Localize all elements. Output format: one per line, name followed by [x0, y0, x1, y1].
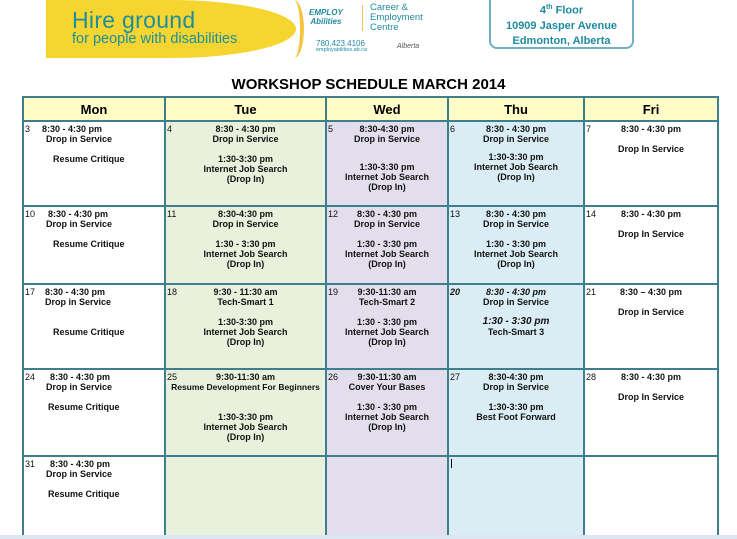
event-title: Cover Your Bases — [348, 382, 426, 392]
day-header-thu: Thu — [448, 97, 584, 121]
event-time: 8:30 - 4:30 pm — [620, 124, 682, 134]
event-time: 8:30-4:30 pm — [488, 372, 544, 382]
address-street: 10909 Jasper Avenue — [505, 19, 618, 32]
event-time: 8:30 - 4:30 pm — [356, 209, 418, 219]
date-number: 11 — [167, 209, 177, 219]
day-cell[interactable] — [584, 121, 718, 206]
event-title: Internet Job Search — [203, 164, 288, 174]
event-time: 1:30-3:30 pm — [217, 317, 274, 327]
floor-number: 4 — [539, 4, 546, 17]
centre-line-3: Centre — [370, 22, 399, 33]
calendar-table — [22, 96, 719, 537]
date-number: 6 — [450, 124, 456, 134]
day-cell[interactable] — [326, 206, 448, 284]
event-title: Internet Job Search — [473, 162, 559, 172]
event-title: Drop in Service — [617, 307, 685, 317]
date-number: 18 — [167, 287, 178, 297]
event-title: Drop in Service — [212, 219, 279, 229]
floor-label: Floor — [555, 4, 584, 17]
event-title: Drop in Service — [353, 134, 421, 144]
calendar-week-row — [23, 206, 718, 284]
event-time: 1:30-3:30 pm — [217, 154, 274, 164]
event-note: (Drop In) — [368, 259, 406, 269]
event-time: 1:30 - 3:30 pm — [482, 316, 550, 327]
calendar-week-row — [23, 284, 718, 369]
floor-suffix: th — [545, 4, 553, 11]
day-cell[interactable] — [165, 284, 326, 369]
day-cell[interactable] — [165, 206, 326, 284]
event-time: 1:30-3:30 pm — [488, 152, 544, 162]
date-number: 31 — [25, 459, 36, 469]
event-title: Resume Critique — [53, 327, 125, 337]
event-title: Resume Critique — [53, 154, 125, 164]
website: employabilities.ab.ca — [316, 47, 368, 53]
address-city: Edmonton, Alberta — [512, 34, 611, 47]
event-title: Internet Job Search — [344, 412, 430, 422]
day-header-mon: Mon — [23, 97, 165, 121]
event-time: 1:30 - 3:30 pm — [356, 239, 418, 249]
day-cell-empty[interactable] — [448, 456, 584, 536]
day-cell[interactable] — [165, 121, 326, 206]
window-bottom-edge — [0, 535, 737, 539]
day-cell-empty[interactable] — [584, 456, 718, 536]
day-cell[interactable] — [326, 121, 448, 206]
event-time: 9:30-11:30 am — [215, 372, 276, 382]
day-header-wed: Wed — [326, 97, 448, 121]
date-number: 17 — [25, 287, 36, 297]
event-title: Drop in Service — [46, 219, 113, 229]
event-time: 8:30 - 4:30 pm — [620, 372, 682, 382]
event-time: 8:30 - 4:30 pm — [215, 124, 276, 134]
banner-subtitle: for people with disabilities — [72, 31, 238, 47]
phone-number: 780.423.4106 — [316, 39, 365, 48]
centre-line-2: Employment — [370, 12, 423, 23]
event-note: (Drop In) — [368, 422, 406, 432]
date-number: 4 — [167, 124, 173, 134]
day-cell[interactable] — [448, 369, 584, 456]
event-title: Internet Job Search — [203, 249, 288, 259]
calendar-week-row — [23, 369, 718, 456]
event-title: Drop in Service — [46, 134, 113, 144]
event-time: 1:30 - 3:30 pm — [215, 239, 276, 249]
logo-line-2: Abilities — [310, 17, 342, 26]
day-cell[interactable] — [326, 284, 448, 369]
event-time: 8:30 - 4:30 pm — [48, 209, 109, 219]
date-number: 5 — [328, 124, 334, 134]
day-header-fri: Fri — [584, 97, 718, 121]
event-time: 8:30 – 4:30 pm — [619, 287, 683, 297]
date-number: 27 — [450, 372, 461, 382]
event-title: Internet Job Search — [203, 422, 288, 432]
date-number: 28 — [586, 372, 597, 382]
event-title: Drop in Service — [46, 382, 113, 392]
day-cell[interactable] — [23, 456, 165, 536]
event-title: Internet Job Search — [203, 327, 288, 337]
event-time: 9:30 - 11:30 am — [213, 287, 278, 297]
event-time: 8:30 - 4:30 pm — [50, 459, 111, 469]
event-note: (Drop In) — [226, 174, 265, 184]
day-cell[interactable] — [448, 284, 584, 369]
event-title: Drop in Service — [353, 219, 421, 229]
day-cell[interactable] — [165, 369, 326, 456]
event-note: (Drop In) — [368, 337, 406, 347]
day-cell[interactable] — [23, 121, 165, 206]
date-number: 21 — [586, 287, 597, 297]
event-note: (Drop In) — [368, 182, 406, 192]
event-title: Resume Critique — [48, 402, 120, 412]
date-number: 13 — [450, 209, 461, 219]
event-note: (Drop In) — [226, 259, 265, 269]
event-time: 8:30 - 4:30 pm — [620, 209, 682, 219]
event-time: 1:30 - 3:30 pm — [356, 317, 418, 327]
event-time: 8:30-4:30 pm — [359, 124, 415, 134]
event-title: Internet Job Search — [344, 172, 430, 182]
event-time: 8:30-4:30 pm — [217, 209, 274, 219]
hire-ground-banner — [46, 0, 458, 58]
calendar-header-row — [23, 97, 718, 121]
event-title: Tech-Smart 1 — [217, 297, 274, 307]
date-number: 20 — [450, 287, 461, 297]
event-time: 1:30 - 3:30 pm — [356, 402, 418, 412]
calendar-week-row — [23, 456, 718, 536]
event-title: Drop In Service — [617, 392, 685, 402]
day-cell-empty[interactable] — [326, 456, 448, 536]
day-cell[interactable] — [448, 121, 584, 206]
event-title: Drop in Service — [46, 469, 113, 479]
logo-divider — [362, 5, 363, 31]
date-number: 26 — [328, 372, 339, 382]
event-time: 8:30 - 4:30 pm — [50, 372, 111, 382]
centre-name — [370, 3, 423, 33]
event-title: Internet Job Search — [344, 327, 430, 337]
event-title: Best Foot Forward — [476, 412, 556, 422]
centre-line-1: Career & — [370, 2, 409, 13]
event-note: (Drop In) — [226, 337, 265, 347]
event-title: Drop In Service — [617, 229, 685, 239]
day-header-tue: Tue — [165, 97, 326, 121]
calendar-week-row — [23, 121, 718, 206]
event-title: Internet Job Search — [344, 249, 430, 259]
day-cell[interactable] — [23, 284, 165, 369]
date-number: 10 — [25, 209, 36, 219]
event-title: Resume Critique — [48, 489, 120, 499]
event-title: Resume Development For Beginners — [171, 382, 320, 392]
event-title: Drop In Service — [617, 144, 685, 154]
date-number: 25 — [167, 372, 178, 382]
day-cell[interactable] — [584, 369, 718, 456]
day-cell-empty[interactable] — [165, 456, 326, 536]
date-number: 24 — [25, 372, 36, 382]
event-time: 9:30-11:30 am — [357, 287, 417, 297]
logo-line-1: EMPLOY — [309, 8, 343, 17]
event-time: 8:30 - 4:30 pm — [485, 209, 547, 219]
address-box — [489, 0, 634, 49]
event-title: Drop in Service — [482, 219, 550, 229]
day-cell[interactable] — [23, 206, 165, 284]
event-title: Resume Critique — [53, 239, 125, 249]
event-title: Tech-Smart 2 — [358, 297, 416, 307]
event-title: Drop in Service — [482, 297, 550, 307]
event-note: (Drop In) — [497, 172, 535, 182]
event-title: Drop in Service — [482, 134, 550, 144]
day-cell[interactable] — [584, 284, 718, 369]
date-number: 3 — [25, 124, 31, 134]
event-time: 8:30 - 4:30 pm — [485, 124, 547, 134]
event-title: Internet Job Search — [473, 249, 559, 259]
event-time: 8:30 - 4:30 pm — [45, 287, 106, 297]
event-time: 1:30 - 3:30 pm — [485, 239, 547, 249]
day-cell[interactable] — [23, 369, 165, 456]
day-cell[interactable] — [584, 206, 718, 284]
date-number: 7 — [586, 124, 592, 134]
banner-title: Hire ground — [72, 7, 196, 33]
employabilities-logo — [309, 8, 343, 26]
event-title: Drop in Service — [45, 297, 112, 307]
event-time: 9:30-11:30 am — [357, 372, 417, 382]
event-time: 8:30 - 4:30 pm — [485, 287, 547, 297]
event-note: (Drop In) — [497, 259, 535, 269]
date-number: 14 — [586, 209, 597, 219]
event-title: Drop in Service — [482, 382, 550, 392]
event-note: (Drop In) — [226, 432, 265, 442]
text-cursor — [451, 459, 452, 468]
alberta-logo: Alberta — [397, 43, 420, 50]
event-title: Drop in Service — [212, 134, 279, 144]
event-time: 1:30-3:30 pm — [488, 402, 544, 412]
event-title: Tech-Smart 3 — [487, 327, 545, 337]
event-time: 1:30-3:30 pm — [217, 412, 274, 422]
address-floor — [491, 0, 632, 19]
day-cell[interactable] — [326, 369, 448, 456]
day-cell[interactable] — [448, 206, 584, 284]
event-time: 8:30 - 4:30 pm — [42, 124, 103, 134]
event-time: 1:30-3:30 pm — [359, 162, 415, 172]
page-title: WORKSHOP SCHEDULE MARCH 2014 — [231, 76, 506, 93]
date-number: 19 — [328, 287, 339, 297]
date-number: 12 — [328, 209, 339, 219]
